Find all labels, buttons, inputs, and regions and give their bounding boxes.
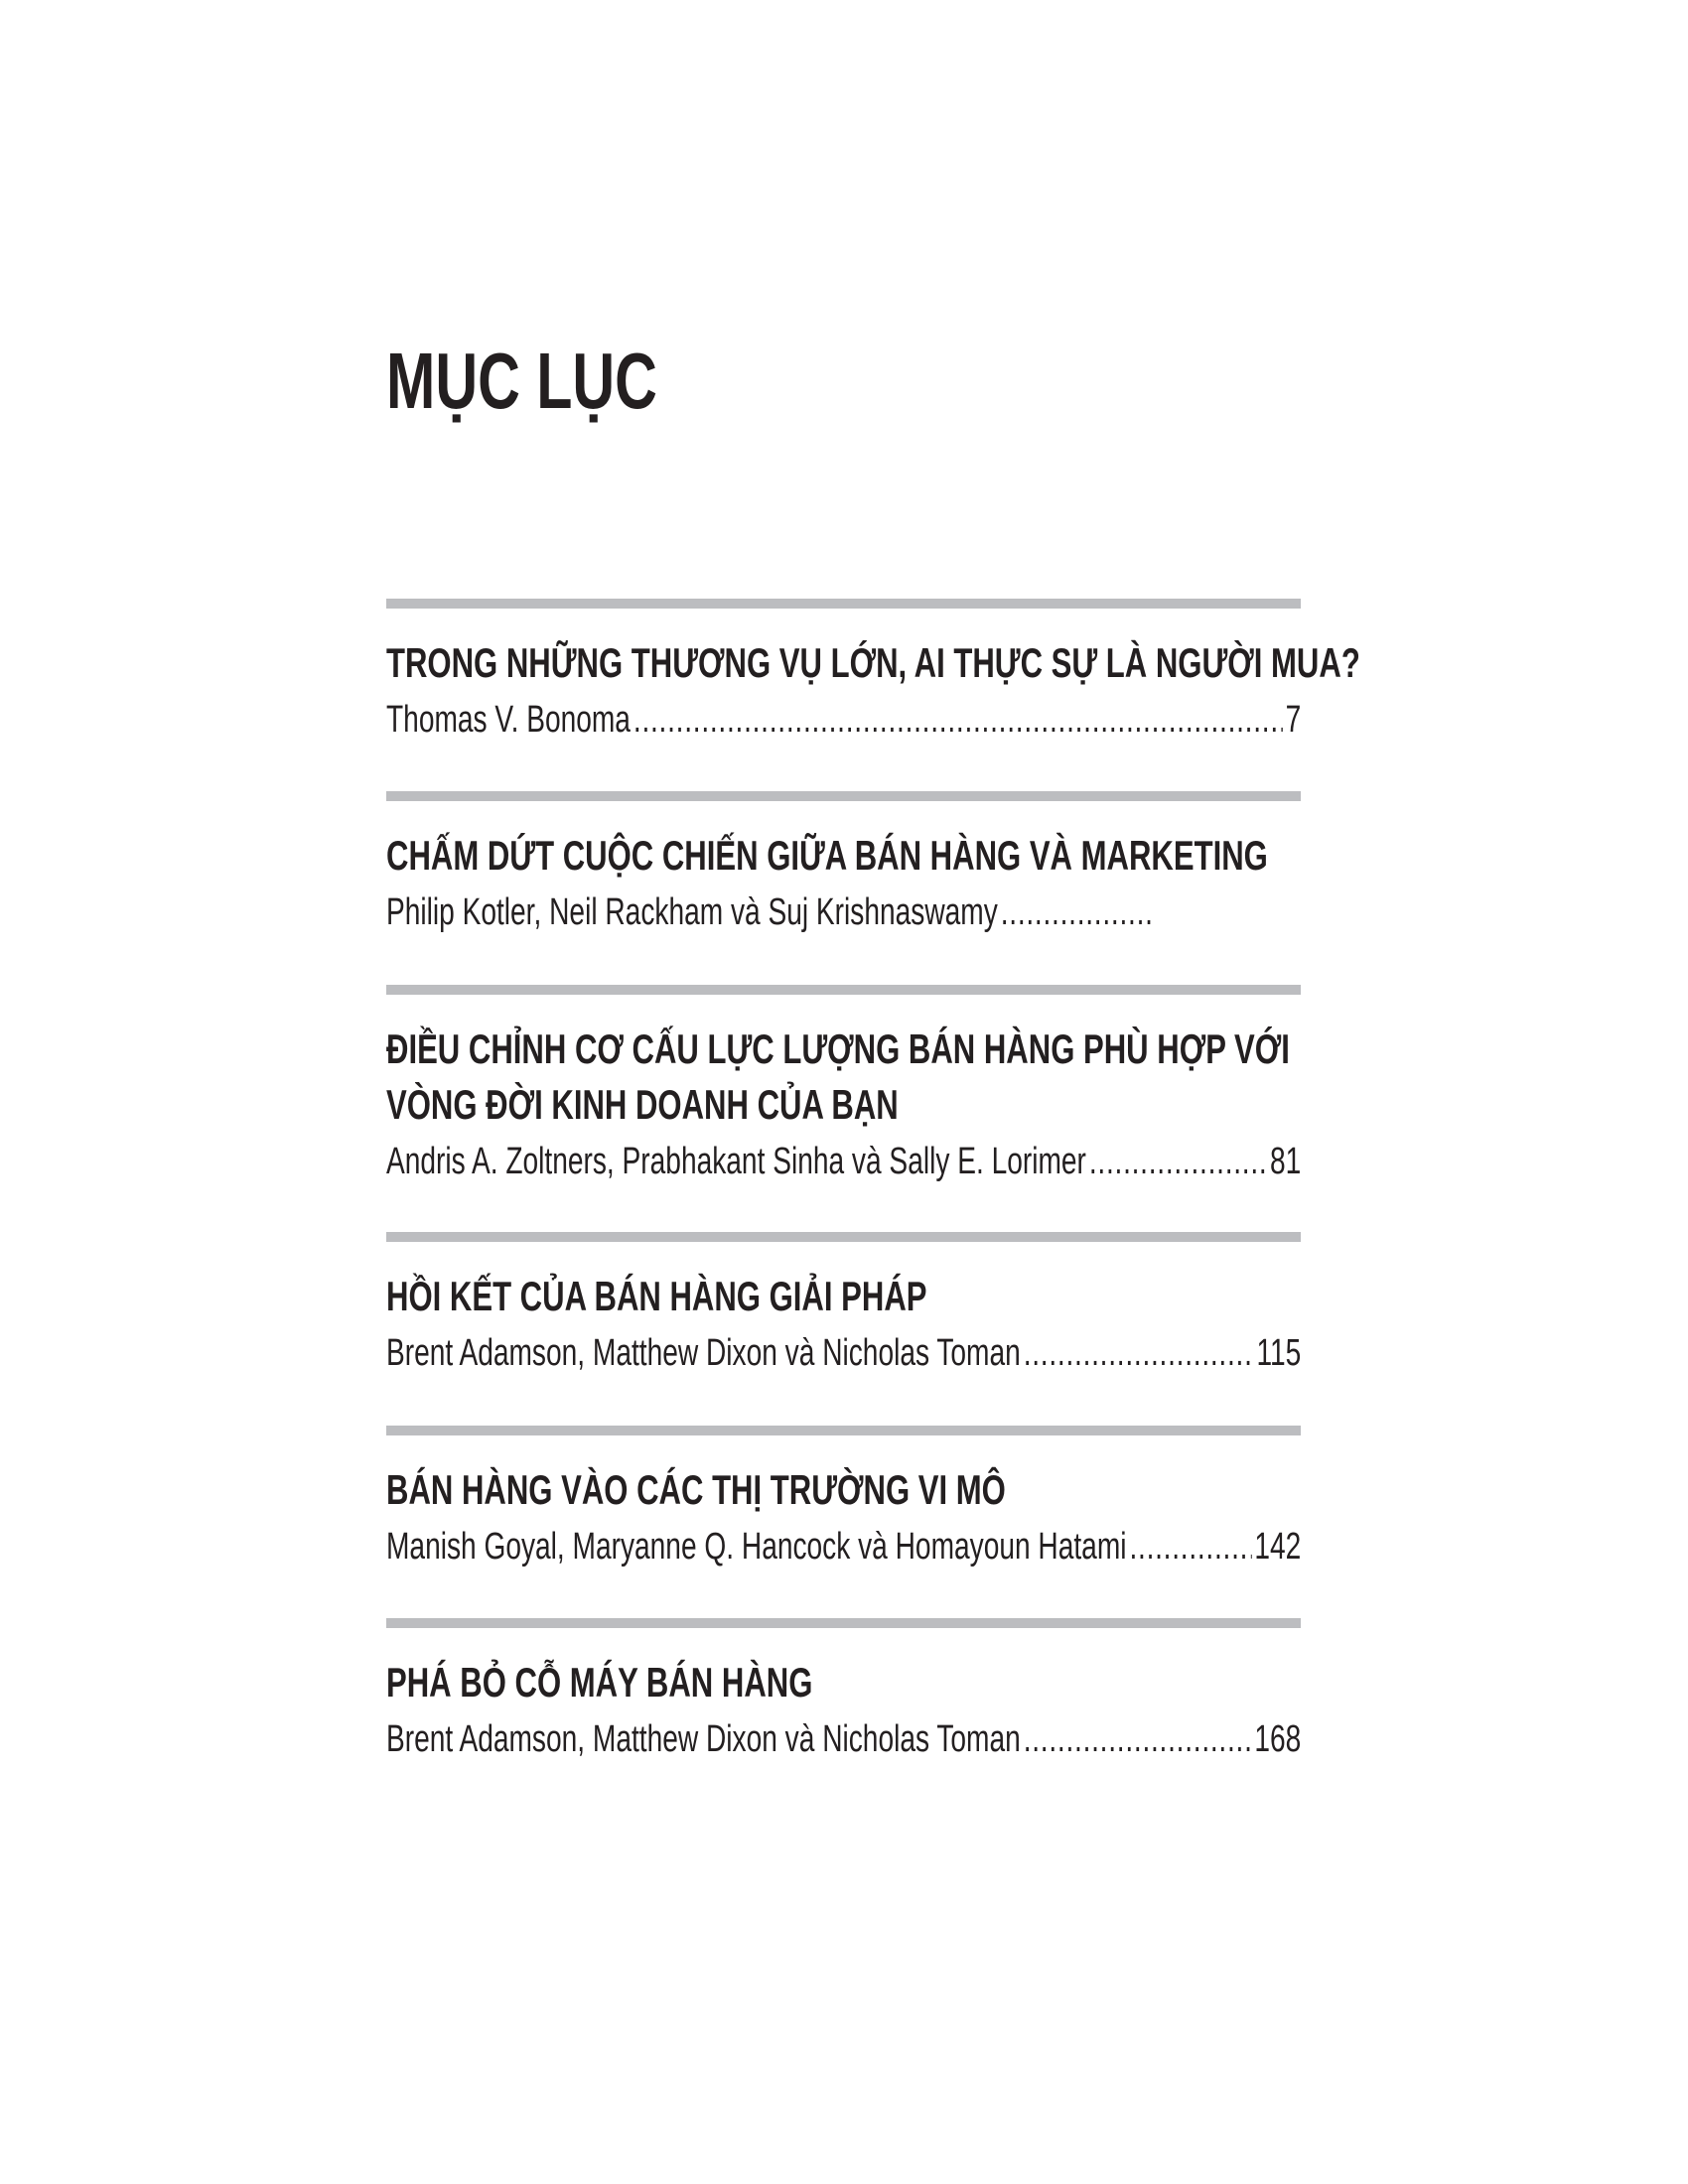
entry-page: 81 <box>1270 1141 1302 1182</box>
dot-leader <box>1024 1718 1252 1761</box>
entry-author: Thomas V. Bonoma <box>386 699 631 741</box>
page-title: MỤC LỤC <box>386 337 657 425</box>
divider <box>386 1426 1301 1435</box>
toc-entry[interactable] <box>386 1269 1301 1375</box>
toc-entry[interactable] <box>386 1462 1301 1569</box>
dot-leader <box>1129 1526 1251 1569</box>
toc-entry[interactable] <box>386 1655 1301 1761</box>
entry-heading: PHÁ BỎ CỖ MÁY BÁN HÀNG <box>386 1659 813 1706</box>
entry-page: 142 <box>1254 1526 1302 1568</box>
entry-author: Manish Goyal, Maryanne Q. Hancock và Homayoun Hatami <box>386 1526 1127 1568</box>
entry-heading: CHẤM DỨT CUỘC CHIẾN GIỮA BÁN HÀNG VÀ MARKETING <box>386 832 1268 879</box>
toc-entry[interactable] <box>386 828 1301 934</box>
entry-heading: BÁN HÀNG VÀO CÁC THỊ TRƯỜNG VI MÔ <box>386 1466 1006 1513</box>
entry-author: Brent Adamson, Matthew Dixon và Nicholas Toman <box>386 1332 1021 1374</box>
entry-heading: TRONG NHỮNG THƯƠNG VỤ LỚN, AI THỰC SỰ LÀ NGƯỜI MUA? <box>386 639 1360 686</box>
dot-leader <box>1089 1141 1267 1183</box>
entry-author-line <box>386 699 1301 742</box>
dot-leader <box>633 699 1283 742</box>
entry-heading-line2: VÒNG ĐỜI KINH DOANH CỦA BẠN <box>386 1081 899 1128</box>
entry-page: 168 <box>1254 1718 1302 1760</box>
divider <box>386 1232 1301 1242</box>
entry-page: 7 <box>1285 699 1302 741</box>
toc-entry[interactable] <box>386 1022 1301 1183</box>
dot-leader <box>1024 1332 1254 1375</box>
entry-page: 115 <box>1256 1332 1302 1374</box>
entry-author-line <box>386 1526 1301 1569</box>
dot-leader <box>1001 891 1155 934</box>
entry-author: Philip Kotler, Neil Rackham và Suj Krishnaswamy <box>386 891 998 933</box>
entry-heading: ĐIỀU CHỈNH CƠ CẤU LỰC LƯỢNG BÁN HÀNG PHÙ HỢP VỚI <box>386 1025 1290 1072</box>
entry-heading: HỒI KẾT CỦA BÁN HÀNG GIẢI PHÁP <box>386 1273 927 1319</box>
entry-author: Brent Adamson, Matthew Dixon và Nicholas Toman <box>386 1718 1021 1760</box>
entry-author-line <box>386 1718 1301 1761</box>
divider <box>386 1618 1301 1628</box>
entry-author-line <box>386 1141 1301 1183</box>
toc-entry[interactable] <box>386 635 1360 742</box>
divider <box>386 599 1301 609</box>
entry-author-line <box>386 1332 1301 1375</box>
entry-author-line <box>386 891 1301 934</box>
entry-author: Andris A. Zoltners, Prabhakant Sinha và Sally E. Lorimer <box>386 1141 1086 1182</box>
divider <box>386 985 1301 995</box>
divider <box>386 791 1301 801</box>
